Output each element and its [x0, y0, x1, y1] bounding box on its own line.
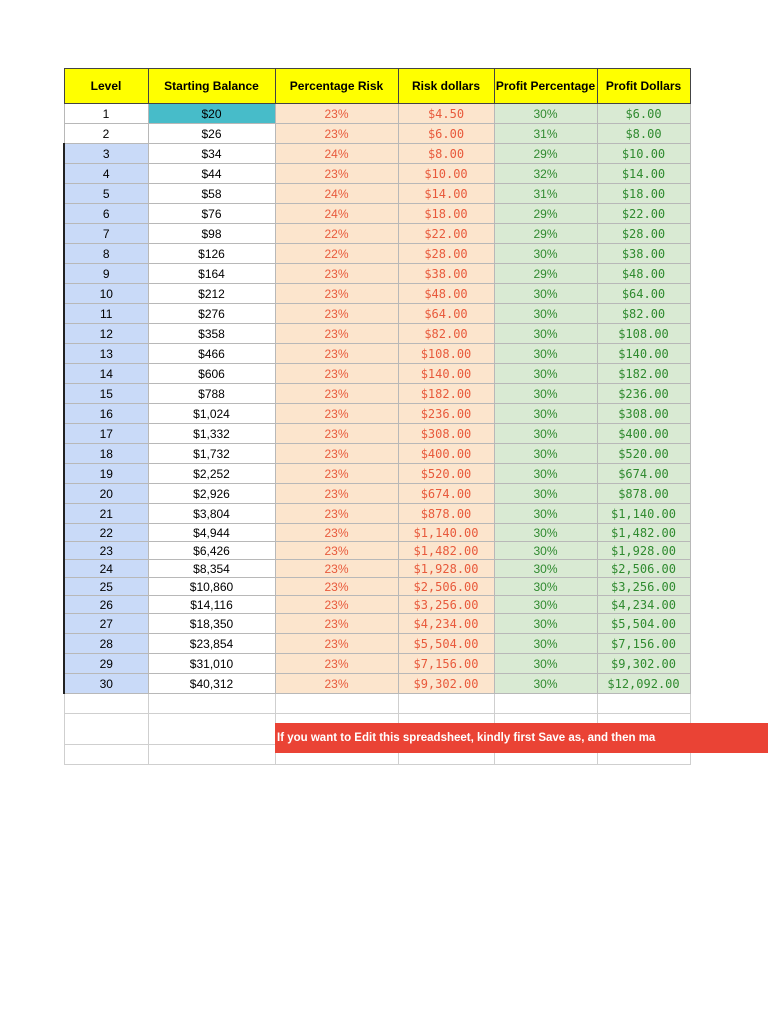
profit-dollars-cell[interactable]: $878.00	[597, 484, 690, 504]
risk-dollars-cell[interactable]: $9,302.00	[398, 674, 494, 694]
table-cell[interactable]	[64, 694, 148, 714]
risk-dollars-cell[interactable]: $8.00	[398, 144, 494, 164]
percentage-risk-cell[interactable]: 23%	[275, 284, 398, 304]
profit-dollars-cell[interactable]: $9,302.00	[597, 654, 690, 674]
risk-dollars-cell[interactable]: $108.00	[398, 344, 494, 364]
table-row	[64, 654, 690, 674]
table-row	[64, 164, 690, 184]
profit-percentage-cell[interactable]: 30%	[494, 304, 597, 324]
percentage-risk-cell[interactable]: 23%	[275, 596, 398, 614]
profit-percentage-cell[interactable]: 29%	[494, 224, 597, 244]
profit-dollars-cell[interactable]: $12,092.00	[597, 674, 690, 694]
percentage-risk-cell[interactable]: 23%	[275, 304, 398, 324]
profit-dollars-cell[interactable]: $1,482.00	[597, 524, 690, 542]
level-cell[interactable]: 3	[64, 144, 148, 164]
level-cell[interactable]: 2	[64, 124, 148, 144]
profit-dollars-cell[interactable]: $308.00	[597, 404, 690, 424]
profit-dollars-cell[interactable]: $236.00	[597, 384, 690, 404]
table-row	[64, 444, 690, 464]
profit-dollars-cell[interactable]: $22.00	[597, 204, 690, 224]
percentage-risk-cell[interactable]: 24%	[275, 144, 398, 164]
level-cell[interactable]: 5	[64, 184, 148, 204]
risk-table	[63, 68, 691, 765]
starting-balance-cell[interactable]: $44	[148, 164, 275, 184]
starting-balance-cell[interactable]: $164	[148, 264, 275, 284]
percentage-risk-cell[interactable]: 23%	[275, 364, 398, 384]
profit-dollars-cell[interactable]: $64.00	[597, 284, 690, 304]
risk-dollars-cell[interactable]: $22.00	[398, 224, 494, 244]
percentage-risk-cell[interactable]: 23%	[275, 444, 398, 464]
starting-balance-cell[interactable]: $34	[148, 144, 275, 164]
starting-balance-cell[interactable]: $1,732	[148, 444, 275, 464]
level-cell[interactable]: 23	[64, 542, 148, 560]
table-row	[64, 424, 690, 444]
risk-dollars-cell[interactable]: $5,504.00	[398, 634, 494, 654]
starting-balance-cell[interactable]: $2,926	[148, 484, 275, 504]
profit-dollars-cell[interactable]: $3,256.00	[597, 578, 690, 596]
table-row	[64, 344, 690, 364]
profit-percentage-cell[interactable]: 30%	[494, 578, 597, 596]
level-cell[interactable]: 28	[64, 634, 148, 654]
starting-balance-cell[interactable]: $4,944	[148, 524, 275, 542]
header-row	[64, 69, 690, 104]
table-row	[64, 104, 690, 124]
profit-percentage-cell[interactable]: 30%	[494, 284, 597, 304]
header-starting-balance[interactable]: Starting Balance	[148, 69, 275, 104]
percentage-risk-cell[interactable]: 23%	[275, 578, 398, 596]
percentage-risk-cell[interactable]: 23%	[275, 674, 398, 694]
profit-percentage-cell[interactable]: 30%	[494, 344, 597, 364]
level-cell[interactable]: 16	[64, 404, 148, 424]
header-profit-percentage[interactable]	[494, 69, 597, 104]
level-cell[interactable]: 14	[64, 364, 148, 384]
percentage-risk-cell[interactable]: 23%	[275, 424, 398, 444]
risk-dollars-cell[interactable]: $1,928.00	[398, 560, 494, 578]
starting-balance-cell[interactable]: $1,332	[148, 424, 275, 444]
risk-dollars-cell[interactable]: $6.00	[398, 124, 494, 144]
profit-dollars-cell[interactable]: $18.00	[597, 184, 690, 204]
table-row	[64, 504, 690, 524]
level-cell[interactable]: 15	[64, 384, 148, 404]
table-row	[64, 560, 690, 578]
risk-dollars-cell[interactable]: $2,506.00	[398, 578, 494, 596]
table-row	[64, 614, 690, 634]
starting-balance-cell[interactable]: $18,350	[148, 614, 275, 634]
table-cell[interactable]	[64, 714, 148, 745]
risk-dollars-cell[interactable]: $236.00	[398, 404, 494, 424]
profit-percentage-cell[interactable]: 30%	[494, 484, 597, 504]
profit-percentage-cell[interactable]: 30%	[494, 104, 597, 124]
table-row	[64, 596, 690, 614]
profit-percentage-cell[interactable]: 30%	[494, 464, 597, 484]
starting-balance-cell[interactable]: $212	[148, 284, 275, 304]
table-cell[interactable]	[64, 745, 148, 765]
profit-dollars-cell[interactable]: $48.00	[597, 264, 690, 284]
profit-dollars-cell[interactable]: $6.00	[597, 104, 690, 124]
level-cell[interactable]: 22	[64, 524, 148, 542]
profit-dollars-cell[interactable]: $38.00	[597, 244, 690, 264]
level-cell[interactable]: 17	[64, 424, 148, 444]
table-row	[64, 364, 690, 384]
level-cell[interactable]: 11	[64, 304, 148, 324]
starting-balance-cell[interactable]: $20	[148, 104, 275, 124]
level-cell[interactable]: 13	[64, 344, 148, 364]
starting-balance-cell[interactable]: $3,804	[148, 504, 275, 524]
starting-balance-cell[interactable]: $126	[148, 244, 275, 264]
profit-dollars-cell[interactable]: $5,504.00	[597, 614, 690, 634]
edit-notice-banner[interactable]: If you want to Edit this spreadsheet, kindly first Save as, and then ma	[275, 723, 768, 753]
starting-balance-cell[interactable]: $2,252	[148, 464, 275, 484]
percentage-risk-cell[interactable]: 23%	[275, 404, 398, 424]
risk-dollars-cell[interactable]: $182.00	[398, 384, 494, 404]
percentage-risk-cell[interactable]: 23%	[275, 484, 398, 504]
table-cell[interactable]	[597, 694, 690, 714]
profit-percentage-cell[interactable]: 29%	[494, 204, 597, 224]
level-cell[interactable]: 21	[64, 504, 148, 524]
level-cell[interactable]: 26	[64, 596, 148, 614]
starting-balance-cell[interactable]: $26	[148, 124, 275, 144]
table-row	[64, 304, 690, 324]
table-row	[64, 524, 690, 542]
table-cell[interactable]	[494, 694, 597, 714]
profit-percentage-cell[interactable]: 30%	[494, 542, 597, 560]
percentage-risk-cell[interactable]: 23%	[275, 124, 398, 144]
percentage-risk-cell[interactable]: 23%	[275, 560, 398, 578]
level-cell[interactable]: 29	[64, 654, 148, 674]
profit-percentage-cell[interactable]: 30%	[494, 596, 597, 614]
percentage-risk-cell[interactable]: 23%	[275, 264, 398, 284]
percentage-risk-cell[interactable]: 23%	[275, 324, 398, 344]
percentage-risk-cell[interactable]: 23%	[275, 504, 398, 524]
profit-percentage-cell[interactable]: 30%	[494, 424, 597, 444]
profit-percentage-cell[interactable]: 30%	[494, 384, 597, 404]
level-cell[interactable]: 20	[64, 484, 148, 504]
table-row	[64, 674, 690, 694]
profit-percentage-cell[interactable]: 32%	[494, 164, 597, 184]
starting-balance-cell[interactable]: $788	[148, 384, 275, 404]
risk-dollars-cell[interactable]: $878.00	[398, 504, 494, 524]
risk-dollars-cell[interactable]: $1,482.00	[398, 542, 494, 560]
percentage-risk-cell[interactable]: 22%	[275, 244, 398, 264]
table-row	[64, 484, 690, 504]
percentage-risk-cell[interactable]: 23%	[275, 164, 398, 184]
risk-dollars-cell[interactable]: $4,234.00	[398, 614, 494, 634]
profit-percentage-cell[interactable]: 30%	[494, 324, 597, 344]
table-cell[interactable]	[148, 694, 275, 714]
blank-row	[64, 694, 690, 714]
risk-dollars-cell[interactable]: $10.00	[398, 164, 494, 184]
risk-dollars-cell[interactable]: $400.00	[398, 444, 494, 464]
level-cell[interactable]: 27	[64, 614, 148, 634]
level-cell[interactable]: 12	[64, 324, 148, 344]
profit-percentage-cell[interactable]: 30%	[494, 634, 597, 654]
level-cell[interactable]: 24	[64, 560, 148, 578]
table-cell[interactable]	[398, 694, 494, 714]
table-row	[64, 542, 690, 560]
percentage-risk-cell[interactable]: 23%	[275, 524, 398, 542]
level-cell[interactable]: 10	[64, 284, 148, 304]
level-cell[interactable]: 7	[64, 224, 148, 244]
profit-percentage-cell[interactable]: 30%	[494, 504, 597, 524]
profit-dollars-cell[interactable]: $82.00	[597, 304, 690, 324]
header-percentage-risk[interactable]: Percentage Risk	[275, 69, 398, 104]
percentage-risk-cell[interactable]: 23%	[275, 344, 398, 364]
starting-balance-cell[interactable]: $40,312	[148, 674, 275, 694]
percentage-risk-cell[interactable]: 23%	[275, 464, 398, 484]
profit-percentage-cell[interactable]: 31%	[494, 184, 597, 204]
level-cell[interactable]: 9	[64, 264, 148, 284]
table-row	[64, 578, 690, 596]
profit-dollars-cell[interactable]: $7,156.00	[597, 634, 690, 654]
header-level[interactable]: Level	[64, 69, 148, 104]
profit-dollars-cell[interactable]: $8.00	[597, 124, 690, 144]
risk-dollars-cell[interactable]: $3,256.00	[398, 596, 494, 614]
profit-dollars-cell[interactable]: $1,928.00	[597, 542, 690, 560]
profit-dollars-cell[interactable]: $674.00	[597, 464, 690, 484]
profit-percentage-cell[interactable]: 30%	[494, 524, 597, 542]
starting-balance-cell[interactable]: $6,426	[148, 542, 275, 560]
percentage-risk-cell[interactable]: 23%	[275, 614, 398, 634]
profit-percentage-cell[interactable]: 29%	[494, 144, 597, 164]
risk-dollars-cell[interactable]: $14.00	[398, 184, 494, 204]
profit-percentage-cell[interactable]: 30%	[494, 444, 597, 464]
level-cell[interactable]: 8	[64, 244, 148, 264]
risk-dollars-cell[interactable]: $520.00	[398, 464, 494, 484]
starting-balance-cell[interactable]: $31,010	[148, 654, 275, 674]
percentage-risk-cell[interactable]: 23%	[275, 384, 398, 404]
starting-balance-cell[interactable]: $10,860	[148, 578, 275, 596]
table-row	[64, 244, 690, 264]
level-cell[interactable]: 25	[64, 578, 148, 596]
profit-percentage-cell[interactable]: 30%	[494, 614, 597, 634]
profit-percentage-cell[interactable]: 30%	[494, 654, 597, 674]
risk-dollars-cell[interactable]: $18.00	[398, 204, 494, 224]
table-cell[interactable]	[148, 714, 275, 745]
table-row	[64, 224, 690, 244]
risk-dollars-cell[interactable]: $674.00	[398, 484, 494, 504]
table-row	[64, 404, 690, 424]
profit-dollars-cell[interactable]: $520.00	[597, 444, 690, 464]
level-cell[interactable]: 6	[64, 204, 148, 224]
starting-balance-cell[interactable]: $276	[148, 304, 275, 324]
profit-percentage-cell[interactable]: 29%	[494, 264, 597, 284]
level-cell[interactable]: 1	[64, 104, 148, 124]
starting-balance-cell[interactable]: $8,354	[148, 560, 275, 578]
starting-balance-cell[interactable]: $606	[148, 364, 275, 384]
profit-dollars-cell[interactable]: $1,140.00	[597, 504, 690, 524]
header-profit-dollars[interactable]: Profit Dollars	[597, 69, 690, 104]
profit-dollars-cell[interactable]: $4,234.00	[597, 596, 690, 614]
table-row	[64, 384, 690, 404]
profit-dollars-cell[interactable]: $400.00	[597, 424, 690, 444]
profit-dollars-cell[interactable]: $182.00	[597, 364, 690, 384]
table-row	[64, 144, 690, 164]
risk-dollars-cell[interactable]: $38.00	[398, 264, 494, 284]
profit-dollars-cell[interactable]: $2,506.00	[597, 560, 690, 578]
starting-balance-cell[interactable]: $98	[148, 224, 275, 244]
risk-dollars-cell[interactable]: $64.00	[398, 304, 494, 324]
profit-percentage-cell[interactable]: 30%	[494, 404, 597, 424]
level-cell[interactable]: 19	[64, 464, 148, 484]
table-row	[64, 204, 690, 224]
starting-balance-cell[interactable]: $58	[148, 184, 275, 204]
risk-dollars-cell[interactable]: $7,156.00	[398, 654, 494, 674]
profit-dollars-cell[interactable]: $28.00	[597, 224, 690, 244]
profit-dollars-cell[interactable]: $140.00	[597, 344, 690, 364]
risk-dollars-cell[interactable]: $1,140.00	[398, 524, 494, 542]
profit-percentage-cell[interactable]: 30%	[494, 560, 597, 578]
profit-percentage-cell[interactable]: 31%	[494, 124, 597, 144]
starting-balance-cell[interactable]: $14,116	[148, 596, 275, 614]
starting-balance-cell[interactable]: $23,854	[148, 634, 275, 654]
level-cell[interactable]: 18	[64, 444, 148, 464]
risk-dollars-cell[interactable]: $48.00	[398, 284, 494, 304]
profit-percentage-cell[interactable]: 30%	[494, 364, 597, 384]
table-cell[interactable]	[275, 694, 398, 714]
percentage-risk-cell[interactable]: 23%	[275, 634, 398, 654]
risk-dollars-cell[interactable]: $4.50	[398, 104, 494, 124]
profit-percentage-cell[interactable]: 30%	[494, 244, 597, 264]
table-row	[64, 124, 690, 144]
profit-dollars-cell[interactable]: $14.00	[597, 164, 690, 184]
header-profit-percentage-label: Profit Percentage	[495, 78, 596, 93]
percentage-risk-cell[interactable]: 24%	[275, 184, 398, 204]
starting-balance-cell[interactable]: $466	[148, 344, 275, 364]
risk-dollars-cell[interactable]: $82.00	[398, 324, 494, 344]
profit-percentage-cell[interactable]: 30%	[494, 674, 597, 694]
starting-balance-cell[interactable]: $358	[148, 324, 275, 344]
table-row	[64, 634, 690, 654]
profit-dollars-cell[interactable]: $10.00	[597, 144, 690, 164]
table-row	[64, 264, 690, 284]
header-risk-dollars[interactable]: Risk dollars	[398, 69, 494, 104]
percentage-risk-cell[interactable]: 23%	[275, 104, 398, 124]
risk-dollars-cell[interactable]: $140.00	[398, 364, 494, 384]
risk-dollars-cell[interactable]: $28.00	[398, 244, 494, 264]
table-body	[64, 104, 690, 694]
profit-dollars-cell[interactable]: $108.00	[597, 324, 690, 344]
table-row	[64, 324, 690, 344]
starting-balance-cell[interactable]: $76	[148, 204, 275, 224]
starting-balance-cell[interactable]: $1,024	[148, 404, 275, 424]
table-row	[64, 184, 690, 204]
table-cell[interactable]	[148, 745, 275, 765]
percentage-risk-cell[interactable]: 22%	[275, 224, 398, 244]
level-cell[interactable]: 4	[64, 164, 148, 184]
percentage-risk-cell[interactable]: 24%	[275, 204, 398, 224]
percentage-risk-cell[interactable]: 23%	[275, 654, 398, 674]
table-row	[64, 284, 690, 304]
level-cell[interactable]: 30	[64, 674, 148, 694]
percentage-risk-cell[interactable]: 23%	[275, 542, 398, 560]
risk-dollars-cell[interactable]: $308.00	[398, 424, 494, 444]
table-row	[64, 464, 690, 484]
